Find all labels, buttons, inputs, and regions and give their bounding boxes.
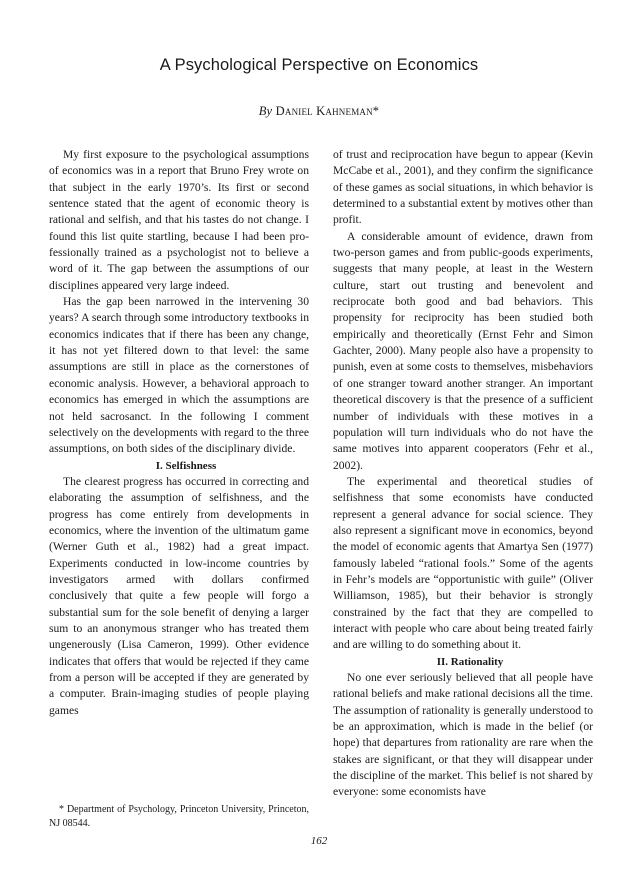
paragraph: Has the gap been narrowed in the intervening 30 years? A search through some introductory textbooks in economics indicates that if there has been any change, it has not yet filtered down to that level: the same assumptions are still in place as the cornerstones of economic analysis. However, a behavioral approach to economics has emerged in which the assumptions are not held sacrosanct. In the following I comment selectively on the developments with regard to the three assumptions, on both sides of the disciplinary divide. — [49, 295, 309, 456]
byline-prefix: By — [258, 104, 273, 118]
page-number: 162 — [310, 835, 328, 847]
author-name: Daniel Kahneman* — [275, 104, 380, 118]
article-title: A Psychological Perspective on Economics — [159, 56, 479, 74]
paragraph: of trust and reciprocation have begun to appear (Kevin McCabe et al., 2001), and they confirm the significance of these games as social situations, in which behavior is determined to a substantial extent by motives other than profit. — [333, 148, 593, 227]
section-heading-rationality: II. Rationality — [436, 655, 504, 668]
paragraph: No one ever seriously believed that all people have rational beliefs and make rational decisions all the time. The assumption of rationality is generally understood to be an approximation, which is made in the belief (or hope) that departures from rationality are rare when the stakes are significant, or that they will disappear under the discipline of the market. This belief is not shared by everyone: some economists have — [333, 671, 593, 799]
footnote-text: * Department of Psychology, Princeton University, Princeton, NJ 08544. — [49, 804, 309, 829]
paragraph: A considerable amount of evidence, drawn from two-person games and from public-goods experiments, suggests that many people, at least in the Western culture, start out trusting and benevolent and reciprocate both good and bad behaviors. This propensity for reciprocity has been studied both empirically and theoretically (Ernst Fehr and Simon Gachter, 2000). Many people also have a propensity to punish, even at some costs to themselves, misbehaviors of one stranger toward another stranger. An important theoretical discovery is that the presence of a sufficient number of individuals with these motives in a population will turn individuals who do not have the same motives into apparent cooperators (Fehr et al., 2002). — [333, 229, 593, 472]
footnote — [49, 803, 309, 831]
byline — [0, 104, 638, 119]
paragraph: The experimental and theoretical studies of selfishness that some economists have conducted represent a general advance for social science. They also represent a significant move in economics, beyond the model of economic agents that Amartya Sen (1977) famously labeled “rational fools.” Some of the agents in Fehr’s models are “opportunistic with guile” (Oliver Williamson, 1985), but their behavior is strongly constrained by the fact that they are compelled to interact with people who care about being treated fairly and are willing to do something about it. — [333, 474, 593, 652]
section-heading-selfishness: I. Selfishness — [155, 459, 217, 472]
paragraph: The clearest progress has occurred in correcting and elaborating the assumption of selfishness, and the progress has come entirely from developments in economics, where the invention of the ultimatum game (Werner Guth et al., 1982) had a great impact. Experiments conducted in low-income countries by investigators armed with dollars confirmed conclusively that quite a few people will forgo a substantial sum for the sole benefit of denying a larger sum to an anonymous stranger who has treated them ungenerously (Lisa Cameron, 1999). Other evidence indicates that offers that would be rejected if they came from a person will be accepted if they are generated by a computer. Brain-imaging studies of people playing games — [49, 474, 309, 717]
paragraph: My first exposure to the psychological assumptions of economics was in a report that Bruno Frey wrote on that subject in the early 1970’s. Its first or second sentence stated that the agent of economic theory is rational and selfish, and that his tastes do not change. I found this list quite startling, because I had been professionally trained as a psychologist not to believe a word of it. The gap between the assumptions of our disciplines appeared very large indeed. — [49, 148, 309, 292]
left-column — [49, 147, 309, 719]
right-column — [333, 147, 593, 801]
